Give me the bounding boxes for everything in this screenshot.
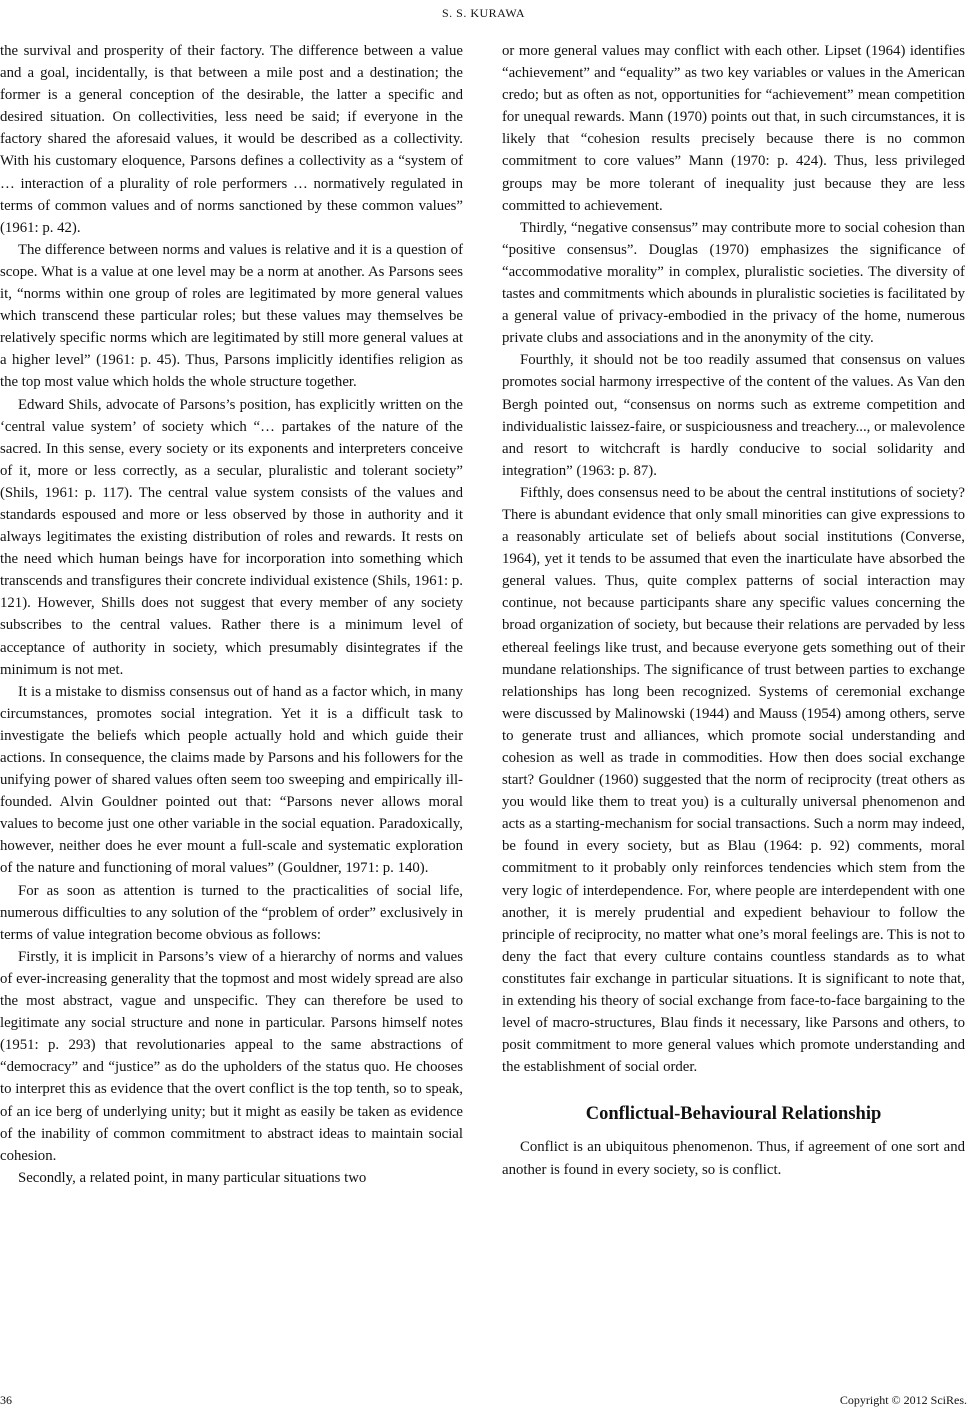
- right-column: [502, 40, 965, 1181]
- paragraph: Fourthly, it should not be too readily assumed that consensus on values promotes social harmony irrespective of the content of the values. As Van den Bergh pointed out, “consensus on norms such as extreme competition and individualistic laissez-faire, or suspiciousness and treachery..., or malevolence and resort to witchcraft is hardly conducive to social solidarity and integration” (1963: p. 87).: [502, 352, 965, 479]
- paragraph: Secondly, a related point, in many particular situations two: [18, 1169, 367, 1186]
- copyright-notice: Copyright © 2012 SciRes.: [839, 1393, 967, 1407]
- section-heading: Conflictual-Behavioural Relationship: [585, 1104, 882, 1125]
- paragraph: or more general values may conflict with each other. Lipset (1964) identifies “achievement” and “equality” as two key variables or values in the American credo; but as often as not, opportunities for “achievement” mean competition for unequal rewards. Mann (1970) points out that, in such circumstances, it is likely that “cohesion results precisely because there is no common commitment to core values” Mann (1970: p. 424). Thus, less privileged groups may be more tolerant of inequality just because they are less committed to achievement.: [502, 43, 965, 214]
- paragraph: For as soon as attention is turned to the practicalities of social life, numerous difficulties to any solution of the “problem of order” exclusively in terms of value integration become obvious as follows:: [0, 882, 463, 943]
- paragraph: Firstly, it is implicit in Parsons’s view of a hierarchy of norms and values of ever-increasing generality that the topmost and most widely spread are also the most abstract, vague and unspecific. They can therefore be used to legitimate any social structure and none in particular. Parsons himself notes (1951: p. 293) that revolutionaries appeal to the same abstractions of “democracy” and “justice” as do the upholders of the status quo. He chooses to interpret this as evidence that the overt conflict is the top tenth, so to speak, of an ice berg of underlying unity; but it might as easily be taken as evidence of the inability of common commitment to abstract ideas to maintain social cohesion.: [0, 948, 463, 1164]
- left-column: [0, 40, 463, 1189]
- paragraph: Conflict is an ubiquitous phenomenon. Thus, if agreement of one sort and another is found in every society, so is conflict.: [502, 1139, 965, 1178]
- paragraph: It is a mistake to dismiss consensus out of hand as a factor which, in many circumstances, promotes social integration. Yet it is a difficult task to investigate the beliefs which people actually hold and which guide their actions. In consequence, the claims made by Parsons and his followers for the unifying power of shared values often seem too sweeping and empirically ill-founded. Alvin Gouldner pointed out that: “Parsons never allows moral values to become just one other variable in the social equation. Paradoxically, however, neither does he ever mount a full-scale and systematic exploration of the nature and functioning of moral values” (Gouldner, 1971: p. 140).: [0, 683, 463, 877]
- paragraph: The difference between norms and values is relative and it is a question of scope. What is a value at one level may be a norm at another. As Parsons sees it, “norms within one group of roles are legitimated by more general values which transcend these particular roles; but these values may themselves be relatively specific norms which are legitimated by still more general values at a higher level” (1961: p. 45). Thus, Parsons implicitly identifies religion as the top most value which holds the whole structure together.: [0, 241, 463, 391]
- paragraph: Fifthly, does consensus need to be about the central institutions of society? There is abundant evidence that only small minorities can give expressions to a reasonably articulate set of beliefs about social institutions (Converse, 1964), yet it tends to be assumed that even the inarticulate have absorbed the general values. Thus, quite complex patterns of social interaction may continue, not because participants share any specific values concerning the broad organization of society, but because their relations are pervaded by less ethereal feelings like trust, and because everyone gets something out of their mundane relationships. The significance of trust between parties to exchange relationships has long been recognized. Systems of ceremonial exchange were discussed by Malinowski (1944) and Mauss (1954) among others, serve to generate trust and alliances, which promote social understanding and cohesion as well as trade in commodities. How then does social exchange start? Gouldner (1960) suggested that the norm of reciprocity (treat others as you would like them to treat you) is a culturally universal phenomenon and acts as a starting-mechanism for social transactions. Such a norm may indeed, be found in every society, but as Blau (1964: p. 92) comments, moral commitment to it probably only reinforces tendencies which stem from the very logic of interdependence. For, where people are interdependent with one another, it is merely prudential and expedient behaviour to follow the principle of reciprocity, no matter what one’s moral feelings are. This is not to deny the fact that every culture contains countless standards as to what constitutes fair exchange in particular situations. It is significant to note that, in extending his theory of social exchange from face-to-face bargaining to the level of macro-structures, Blau finds it necessary, like Parsons and others, to posit commitment to more general values which promote understanding and the establishment of social order.: [502, 484, 965, 1076]
- running-head: S. S. KURAWA: [441, 6, 526, 20]
- paragraph: Edward Shils, advocate of Parsons’s position, has explicitly written on the ‘central value system’ of society which “… partakes of the nature of the sacred. In this sense, every society or its exponents and interpreters conceive of it, more or less correctly, as a secular, pluralistic and tolerant society” (Shils, 1961: p. 117). The central value system consists of the values and standards espoused and more or less observed by those in authority and it always legitimates the existing distribution of roles and rewards. It rests on the need which human beings have for incorporation into something which transcends and transfigures their concrete individual existence (Shils, 1961: p. 121). However, Shills does not suggest that every member of any society subscribes to the central values. Rather there is a minimum level of acceptance of authority in society, which presumably disintegrates if the minimum is not met.: [0, 396, 463, 678]
- paragraph: the survival and prosperity of their factory. The difference between a value and a goal, incidentally, is that between a mile post and a destination; the former is a general conception of the desirable, the latter a specific and desired situation. On collectivities, less need be said; if everyone in the factory shared the aforesaid values, it would be described as a collectivity. With his customary eloquence, Parsons defines a collectivity as a “system of … interaction of a plurality of role performers … normatively regulated in terms of common values and of norms sanctioned by these common values” (1961: p. 42).: [0, 43, 463, 236]
- paragraph: Thirdly, “negative consensus” may contribute more to social cohesion than “positive consensus”. Douglas (1970) emphasizes the significance of “accommodative morality” in complex, pluralistic societies. The diversity of tastes and commitments which abounds in pluralistic societies is facilitated by a general value of privacy-embodied in the privacy of the home, numerous private clubs and associations and in the anonymity of the city.: [502, 219, 965, 347]
- page-number: 36: [0, 1393, 12, 1407]
